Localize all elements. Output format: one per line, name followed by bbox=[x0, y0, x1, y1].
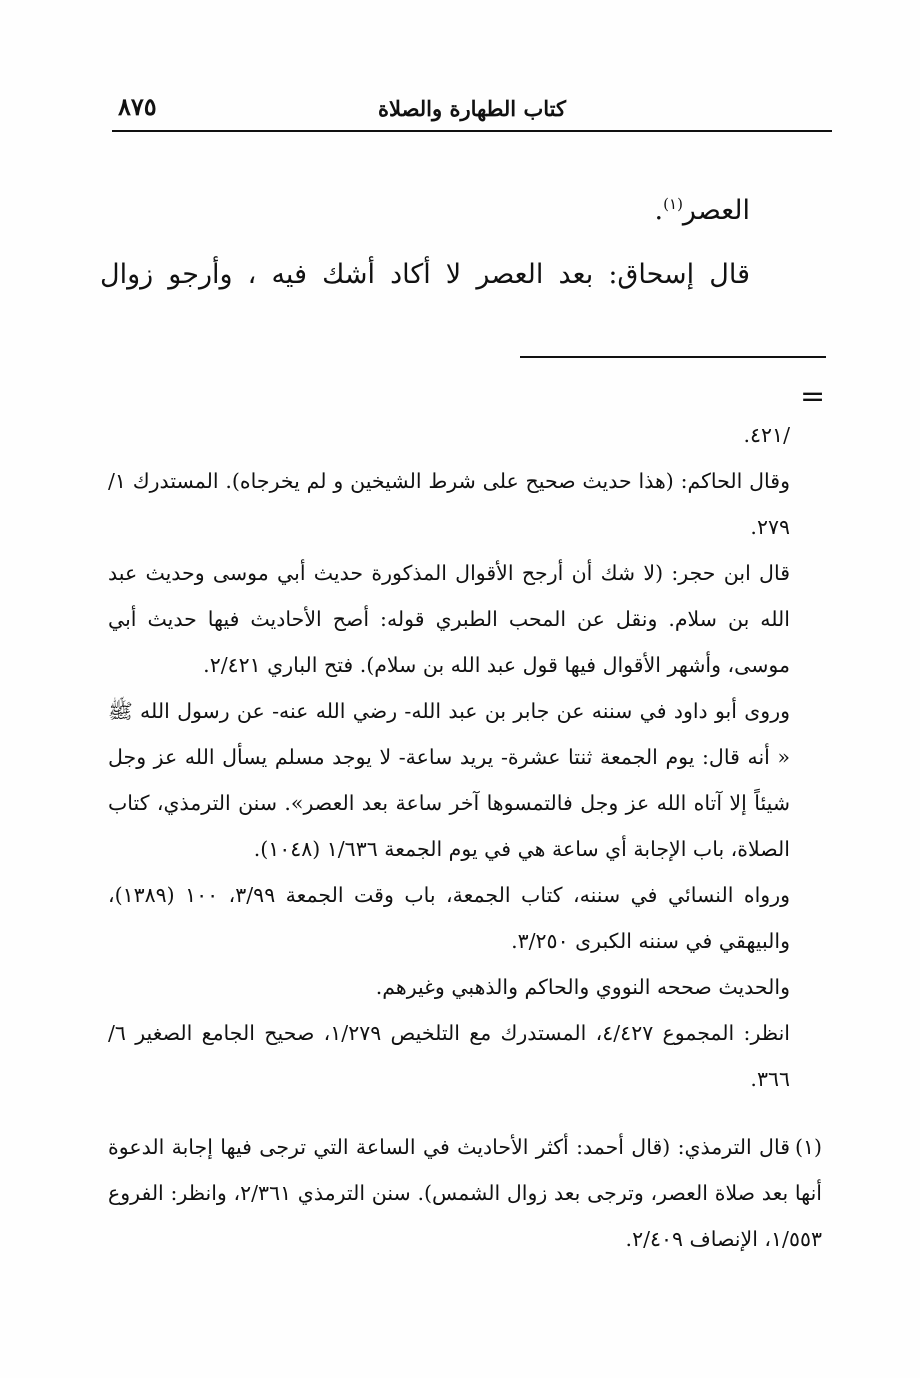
running-title: كتاب الطهارة والصلاة bbox=[378, 96, 566, 121]
note-paragraph: وقال الحاكم: (هذا حديث صحيح على شرط الشيخين و لم يخرجاه). المستدرك ١/ ٢٧٩. bbox=[108, 469, 790, 539]
footnote-1 bbox=[108, 1124, 822, 1262]
note-paragraph: انظر: المجموع ٤/٤٢٧، المستدرك مع التلخيص ١/٢٧٩، صحيح الجامع الصغير ٦/ ٣٦٦. bbox=[108, 1021, 790, 1091]
note-paragraph: ورواه النسائي في سننه، كتاب الجمعة، باب وقت الجمعة ٣/٩٩، ١٠٠ (١٣٨٩)، والبيهقي في سننه الكبرى ٣/٢٥٠. bbox=[108, 883, 790, 953]
note-paragraph: وروى أبو داود في سننه عن جابر بن عبد الله- رضي الله عنه- عن رسول الله ﷺ « أنه قال: يوم الجمعة ثنتا عشرة- يريد ساعة- لا يوجد مسلم يسأل الله عز وجل شيئاً إلا آتاه الله عز وجل فالتمسوها آخر ساعة بعد العصر». سنن الترمذي، كتاب الصلاة، باب الإجابة أي ساعة هي في يوم الجمعة ١/٦٣٦ (١٠٤٨). bbox=[108, 699, 790, 861]
main-text bbox=[100, 172, 750, 307]
note-paragraph: /٤٢١. bbox=[743, 423, 790, 447]
main-line-1-word: العصر bbox=[682, 195, 750, 226]
footnote-separator bbox=[520, 356, 826, 358]
footnote-marker: (١) bbox=[663, 195, 683, 213]
main-line-2: قال إسحاق: بعد العصر لا أكاد أشك فيه ، وأرجو زوال bbox=[100, 259, 751, 290]
note-paragraph: قال ابن حجر: (لا شك أن أرجح الأقوال المذكورة حديث أبي موسى وحديث عبد الله بن سلام. ونقل عن المحب الطبري قوله: أصح الأحاديث فيها حديث أبي موسى، وأشهر الأقوال فيها قول عبد الله بن سلام). فتح الباري ٢/٤٢١. bbox=[108, 561, 790, 677]
page-header bbox=[112, 92, 832, 132]
footnote-text: قال الترمذي: (قال أحمد: أكثر الأحاديث في الساعة التي ترجى فيها إجابة الدعوة أنها بعد صلاة العصر، وترجى بعد زوال الشمس). سنن الترمذي ٢/٣٦١، وانظر: الفروع ١/٥٥٣، الإنصاف ٢/٤٠٩. bbox=[108, 1135, 822, 1251]
main-line-1 bbox=[100, 172, 750, 243]
main-line-1-end: . bbox=[654, 195, 664, 226]
footnote-number: (١) bbox=[794, 1135, 822, 1159]
continued-footnote bbox=[108, 412, 790, 1102]
note-paragraph: والحديث صححه النووي والحاكم والذهبي وغيرهم. bbox=[375, 975, 790, 999]
footnote-1-paragraph bbox=[108, 1124, 822, 1262]
continuation-mark: = bbox=[800, 379, 826, 414]
page-number: ٨٧٥ bbox=[118, 92, 157, 121]
